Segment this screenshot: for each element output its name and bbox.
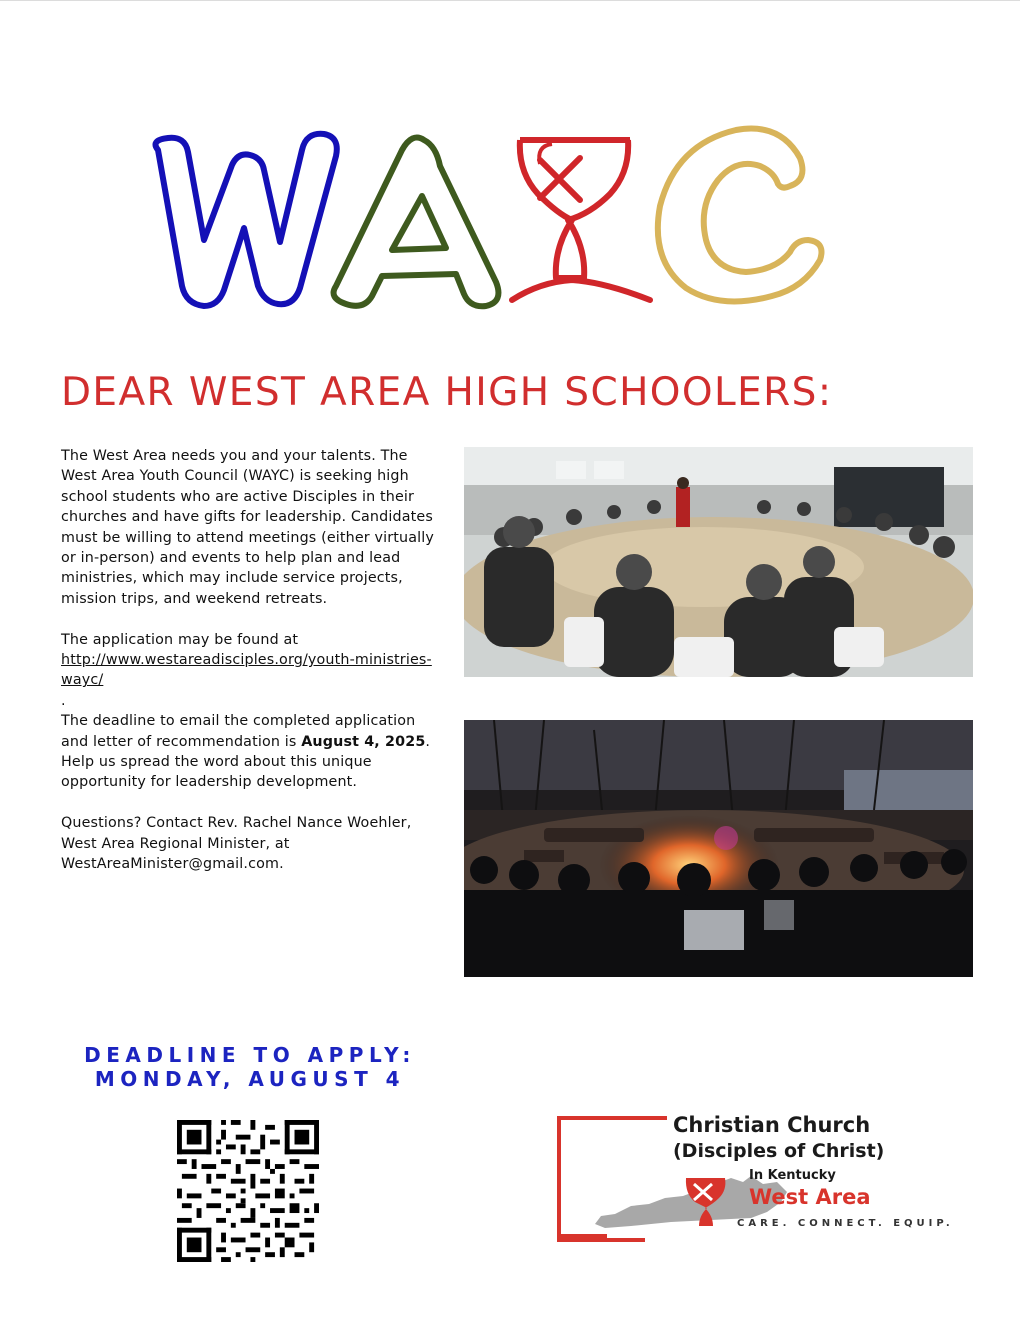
page-headline: DEAR WEST AREA HIGH SCHOOLERS:	[61, 370, 833, 415]
org-name-line3: In Kentucky	[749, 1168, 836, 1183]
org-logo	[553, 1112, 954, 1242]
org-name-line4: West Area	[749, 1185, 871, 1209]
qr-code[interactable]	[177, 1120, 319, 1262]
intro-paragraph: The West Area needs you and your talents. The West Area Youth Council (WAYC) is seeking high school students who are active Disciples in their churches and have gifts for leadership. Candidates must be willing to attend meetings (either virtually or in-person) and events to help plan and lead ministries, which may include service projects, mission trips, and weekend retreats.	[61, 448, 435, 607]
photo-campfire-circle	[464, 720, 973, 977]
logo-letter-a	[334, 138, 499, 307]
deadline-line2: MONDAY, AUGUST 4	[94, 1067, 406, 1091]
org-tagline: CARE. CONNECT. EQUIP.	[737, 1218, 954, 1229]
logo-letter-c	[658, 129, 822, 302]
wayc-logo	[140, 110, 840, 325]
deadline-date: August 4, 2025	[301, 733, 426, 750]
top-border	[0, 0, 1020, 1]
org-name-line1: Christian Church	[673, 1113, 871, 1137]
contact-paragraph: Questions? Contact Rev. Rachel Nance Woehler, West Area Regional Minister, at WestAreaMinister@gmail.com.	[61, 815, 412, 873]
org-name-line2: (Disciples of Christ)	[673, 1140, 885, 1162]
deadline-banner	[60, 1043, 440, 1091]
body-text	[61, 446, 441, 875]
deadline-paragraph: The deadline to email the completed application and letter of recommendation is August 4, 2025. Help us spread the word about this unique opportunity for leadership development.	[61, 713, 431, 791]
application-paragraph	[61, 630, 441, 712]
deadline-line1: DEADLINE TO APPLY:	[84, 1043, 416, 1067]
application-intro: The application may be found at	[61, 631, 299, 648]
application-link[interactable]: http://www.westareadisciples.org/youth-ministries-wayc/	[61, 652, 432, 689]
period: .	[61, 692, 66, 709]
logo-letter-w	[156, 134, 337, 306]
photo-meeting-circle	[464, 447, 973, 677]
